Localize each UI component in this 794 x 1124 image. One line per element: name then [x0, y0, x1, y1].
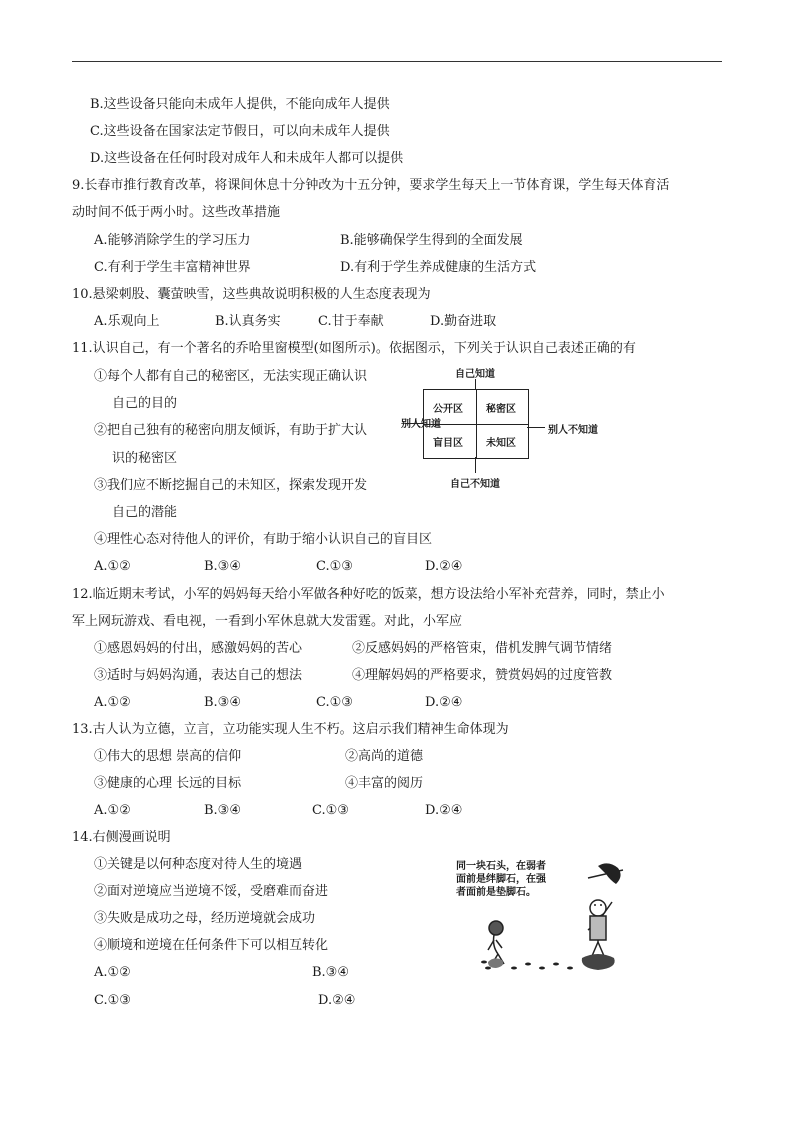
- cartoon-caption-line1: 同一块石头，在弱者: [456, 861, 546, 872]
- johari-label-right: 别人不知道: [548, 425, 598, 436]
- q12-item4: ④理解妈妈的严格要求，赞赏妈妈的过度管教: [352, 668, 613, 683]
- johari-cell-unknown: 未知区: [486, 438, 516, 449]
- q14-stem: 14.右侧漫画说明: [72, 830, 171, 845]
- q12-item2: ②反感妈妈的严格管束，借机发脾气调节情绪: [352, 641, 613, 656]
- q10-option-b: B.认真务实: [215, 314, 281, 329]
- q10-option-d: D.勤奋进取: [430, 314, 497, 329]
- q8-option-b: B.这些设备只能向未成年人提供，不能向成年人提供: [90, 97, 390, 112]
- q13-item1: ①伟大的思想 崇高的信仰: [94, 749, 242, 764]
- q12-option-c: C.①③: [316, 695, 353, 710]
- q14-item4: ④顺境和逆境在任何条件下可以相互转化: [94, 938, 329, 953]
- johari-top-tick: [475, 379, 476, 389]
- johari-cell-secret: 秘密区: [486, 404, 516, 415]
- q9-option-d: D.有利于学生养成健康的生活方式: [340, 260, 537, 275]
- q13-item4: ④丰富的阅历: [345, 776, 424, 791]
- johari-grid: [423, 389, 529, 459]
- johari-bottom-tick: [475, 457, 476, 473]
- q11-item3-line1: ③我们应不断挖掘自己的未知区，探索发现开发: [94, 478, 368, 493]
- q13-stem: 13.古人认为立德，立言，立功能实现人生不朽。这启示我们精神生命体现为: [72, 722, 509, 737]
- q13-option-d: D.②④: [425, 803, 463, 818]
- q8-option-c: C.这些设备在国家法定节假日，可以向未成年人提供: [90, 124, 390, 139]
- cartoon-caption-line2: 面前是绊脚石，在强: [456, 874, 546, 885]
- q14-option-c: C.①③: [94, 993, 131, 1008]
- q13-option-b: B.③④: [204, 803, 241, 818]
- stone-cartoon: [448, 858, 643, 978]
- q14-item1: ①关键是以何种态度对待人生的境遇: [94, 857, 303, 872]
- q14-option-d: D.②④: [318, 993, 356, 1008]
- q14-option-a: A.①②: [94, 965, 131, 980]
- johari-right-tick: [527, 427, 545, 428]
- q9-option-c: C.有利于学生丰富精神世界: [94, 260, 251, 275]
- q8-option-d: D.这些设备在任何时段对成年人和未成年人都可以提供: [90, 151, 404, 166]
- johari-label-top: 自己知道: [455, 369, 495, 380]
- q14-item2: ②面对逆境应当逆境不馁，受磨难而奋进: [94, 884, 329, 899]
- q10-stem: 10.悬梁刺股、囊萤映雪，这些典故说明积极的人生态度表现为: [72, 287, 431, 302]
- q14-option-b: B.③④: [312, 965, 349, 980]
- johari-left-tick: [405, 423, 423, 424]
- q10-option-a: A.乐观向上: [94, 314, 160, 329]
- q13-item3: ③健康的心理 长远的目标: [94, 776, 242, 791]
- q11-item4: ④理性心态对待他人的评价，有助于缩小认识自己的盲目区: [94, 532, 433, 547]
- header-rule: [72, 61, 722, 62]
- strong-person-icon: [588, 900, 612, 956]
- q11-item2-line1: ②把自己独有的秘密向朋友倾诉，有助于扩大认: [94, 423, 368, 438]
- q11-item1-line2: 自己的目的: [112, 396, 178, 411]
- q13-option-c: C.①③: [312, 803, 349, 818]
- johari-label-left: 别人知道: [401, 415, 441, 430]
- q12-item3: ③适时与妈妈沟通，表达自己的想法: [94, 668, 303, 683]
- cartoon-drawing: [448, 858, 643, 978]
- weak-person-icon: [488, 921, 504, 964]
- q11-option-b: B.③④: [204, 559, 241, 574]
- q11-item1-line1: ①每个人都有自己的秘密区，无法实现正确认识: [94, 369, 368, 384]
- q13-item2: ②高尚的道德: [345, 749, 424, 764]
- cartoon-caption-line3: 者面前是垫脚石。: [456, 887, 536, 898]
- q12-stem-line1: 12.临近期末考试，小军的妈妈每天给小军做各种好吃的饭菜，想方设法给小军补充营养，同时，禁止小: [72, 587, 665, 602]
- q12-stem-line2: 军上网玩游戏、看电视，一看到小军休息就大发雷霆。对此，小军应: [72, 614, 463, 629]
- q9-option-a: A.能够消除学生的学习压力: [94, 233, 251, 248]
- q9-stem-line1: 9.长春市推行教育改革，将课间休息十分钟改为十五分钟，要求学生每天上一节体育课，学生每天体育活: [72, 178, 670, 193]
- q11-item2-line2: 识的秘密区: [112, 451, 178, 466]
- johari-cell-open: 公开区: [433, 404, 463, 415]
- q12-option-b: B.③④: [204, 695, 241, 710]
- q11-stem: 11.认识自己，有一个著名的乔哈里窗模型(如图所示)。依据图示，下列关于认识自己表述正确的有: [72, 341, 636, 356]
- johari-cell-blind: 盲目区: [433, 438, 463, 449]
- q12-option-a: A.①②: [94, 695, 131, 710]
- q9-option-b: B.能够确保学生得到的全面发展: [340, 233, 523, 248]
- johari-window-diagram: [401, 365, 625, 490]
- q11-option-c: C.①③: [316, 559, 353, 574]
- q11-option-d: D.②④: [425, 559, 463, 574]
- q13-option-a: A.①②: [94, 803, 131, 818]
- q14-item3: ③失败是成功之母，经历逆境就会成功: [94, 911, 316, 926]
- q12-item1: ①感恩妈妈的付出，感激妈妈的苦心: [94, 641, 303, 656]
- q9-stem-line2: 动时间不低于两小时。这些改革措施: [72, 205, 281, 220]
- johari-label-bottom: 自己不知道: [450, 479, 500, 490]
- stepping-stone-icon: [582, 954, 615, 970]
- q10-option-c: C.甘于奉献: [318, 314, 384, 329]
- johari-horizontal-divider: [424, 424, 528, 425]
- q11-item3-line2: 自己的潜能: [112, 505, 178, 520]
- q12-option-d: D.②④: [425, 695, 463, 710]
- q11-option-a: A.①②: [94, 559, 131, 574]
